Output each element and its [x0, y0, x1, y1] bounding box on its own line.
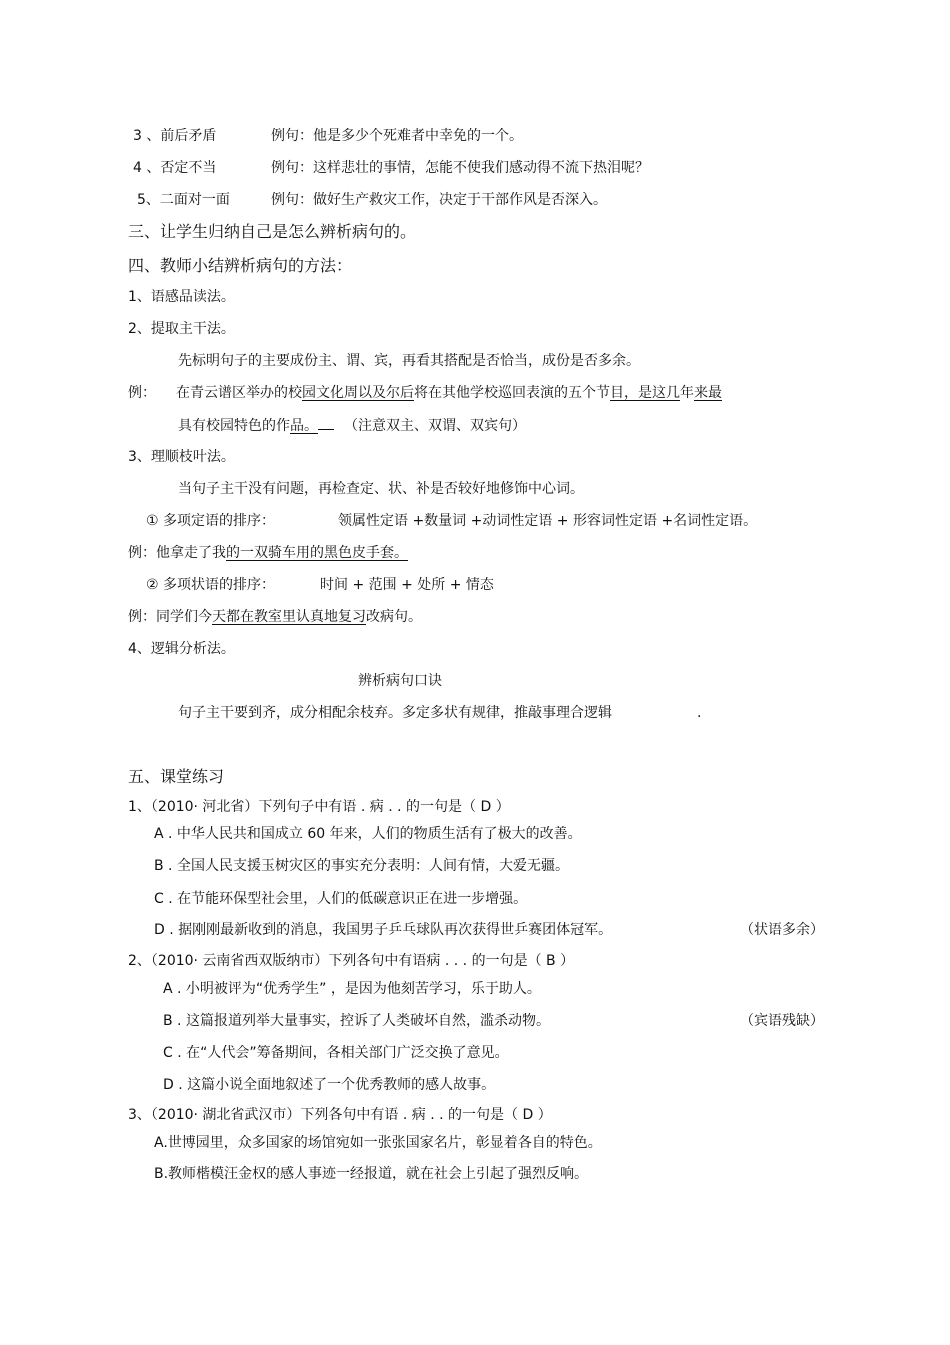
example-underline: 天都在教室里认真地复习	[212, 609, 366, 625]
example-underline: 园文化周以及尔后	[302, 385, 414, 401]
adv-order-label: ② 多项状语的排序：	[146, 577, 276, 593]
section-heading-5: 五、课堂练习	[128, 767, 225, 786]
list-item-label: 5、二面对一面	[137, 192, 230, 208]
section-heading-3: 三、让学生归纳自己是怎么辨析病句的。	[128, 222, 417, 241]
mnemonic-title: 辨析病句口诀	[358, 673, 442, 689]
section-heading-4: 四、教师小结辨析病句的方法：	[128, 256, 353, 275]
adv-order-rule: 时间 + 范围 + 处所 + 情态	[320, 577, 494, 593]
method-1: 1、语感品读法。	[128, 289, 235, 305]
question-1-stem: 1、（2010· 河北省）下列句子中有语 . 病 . . 的一句是（ D ）	[128, 799, 510, 815]
example-text: 例：他拿走了我	[128, 545, 226, 561]
question-3-option: A.世博园里，众多国家的场馆宛如一张张国家名片，彰显着各自的特色。	[154, 1135, 602, 1151]
list-item-example: 例句：他是多少个死难者中幸免的一个。	[271, 128, 523, 144]
method-4: 4、逻辑分析法。	[128, 641, 235, 657]
method-3: 3、理顺枝叶法。	[128, 449, 235, 465]
attr-order-rule: 领属性定语 +数量词 +动词性定语 + 形容词性定语 +名词性定语。	[338, 513, 758, 529]
blank-line	[318, 415, 334, 430]
example-text: 将在其他学校巡回表演的五个节	[414, 385, 610, 401]
example-text: 年	[680, 385, 694, 401]
attr-order-label: ① 多项定语的排序：	[146, 513, 276, 529]
mnemonic-text: 句子主干要到齐，成分相配余枝弃。多定多状有规律，推敲事理合逻辑	[178, 705, 612, 721]
question-2-option: B . 这篇报道列举大量事实，控诉了人类破坏自然，滥杀动物。	[163, 1013, 550, 1029]
example-label: 例：	[128, 385, 156, 401]
example-sentence-cont	[178, 415, 526, 436]
question-3-stem: 3、（2010· 湖北省武汉市）下列各句中有语 . 病 . . 的一句是（ D ）	[128, 1107, 552, 1123]
question-1-option: A . 中华人民共和国成立 60 年来，人们的物质生活有了极大的改善。	[154, 826, 582, 842]
list-item-label: 3 、前后矛盾	[133, 128, 217, 144]
example-underline: 的一双骑车用的黑色皮手套。	[226, 545, 408, 561]
question-1-option: C . 在节能环保型社会里，人们的低碳意识正在进一步增强。	[154, 891, 528, 907]
example-underline: ，是这几	[624, 385, 680, 401]
list-item-example: 例句：这样悲壮的事情，怎能不使我们感动得不流下热泪呢？	[271, 160, 649, 176]
example-text: 具有校园特色的作	[178, 418, 290, 434]
question-3-option: B.教师楷模汪金权的感人事迹一经报道，就在社会上引起了强烈反响。	[154, 1166, 589, 1182]
question-2-option: C . 在“人代会”筹备期间，各相关部门广泛交换了意见。	[163, 1045, 509, 1061]
question-2-option: A . 小明被评为“优秀学生” ，是因为他刻苦学习，乐于助人。	[163, 981, 541, 997]
example-text: 例：同学们今	[128, 609, 212, 625]
list-item-label: 4 、否定不当	[133, 160, 217, 176]
question-1-option: D . 据刚刚最新收到的消息，我国男子乒乓球队再次获得世乒赛团体冠军。	[154, 922, 613, 938]
example-underline: 品。	[290, 418, 318, 434]
example-text: 在青云谱区举办的校	[176, 385, 302, 401]
mnemonic-dot: .	[697, 705, 702, 721]
question-1-option: B . 全国人民支援玉树灾区的事实充分表明：人间有情，大爱无疆。	[154, 858, 569, 874]
question-1-note: （状语多余）	[740, 922, 824, 938]
example-3	[128, 607, 422, 627]
example-sentence	[176, 383, 722, 403]
question-2-option: D . 这篇小说全面地叙述了一个优秀教师的感人故事。	[163, 1077, 496, 1093]
example-underline: 来最	[694, 385, 722, 401]
method-2: 2、提取主干法。	[128, 321, 235, 337]
example-2	[128, 543, 408, 563]
example-underline: 目	[610, 385, 624, 401]
question-2-stem: 2、（2010· 云南省西双版纳市）下列各句中有语病 . . . 的一句是（ B ）	[128, 953, 575, 969]
method-3-desc: 当句子主干没有问题，再检查定、状、补是否较好地修饰中心词。	[178, 481, 584, 497]
question-2-note: （宾语残缺）	[740, 1013, 824, 1029]
example-text: 改病句。	[366, 609, 422, 625]
method-2-desc: 先标明句子的主要成份主、谓、宾，再看其搭配是否恰当，成份是否多余。	[178, 353, 640, 369]
list-item-example: 例句：做好生产救灾工作，决定于干部作风是否深入。	[271, 192, 607, 208]
example-note: （注意双主、双谓、双宾句）	[344, 418, 526, 434]
